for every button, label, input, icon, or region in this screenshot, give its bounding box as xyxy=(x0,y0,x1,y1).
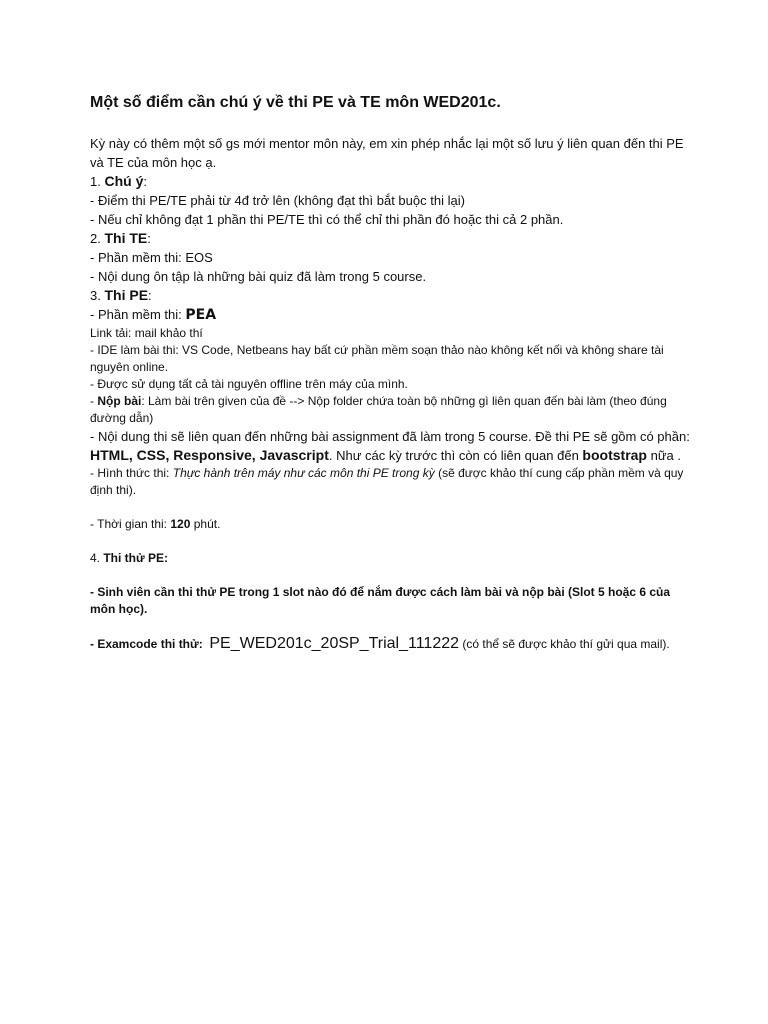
note-line: - Nếu chỉ không đạt 1 phần thi PE/TE thì có thể chỉ thi phần đó hoặc thi cả 2 phần. xyxy=(90,212,564,227)
exam-time-line xyxy=(90,516,690,533)
time-unit: phút. xyxy=(190,517,221,531)
section-number: 3. xyxy=(90,288,105,303)
spacer xyxy=(90,533,690,550)
form-rest: (sẽ được khảo thí cung cấp phần mềm và quy định thi). xyxy=(90,466,684,497)
section-title: Chú ý xyxy=(104,173,144,189)
content-line xyxy=(90,427,690,465)
examcode-value: PE_WED201c_20SP_Trial_111222 xyxy=(209,635,460,652)
time-label: - Thời gian thi: xyxy=(90,517,171,531)
submit-text: : Làm bài trên given của đề --> Nộp folder chứa toàn bộ những gì liên quan đến bài làm (theo đúng đường dẫn) xyxy=(90,394,667,425)
pe-software-line xyxy=(90,305,690,325)
offline-line: - Được sử dụng tất cả tài nguyên offline trên máy của mình. xyxy=(90,377,408,391)
exam-form-line xyxy=(90,465,690,499)
section-title: Thi PE xyxy=(104,287,149,303)
examcode-label: - Examcode thi thử: xyxy=(90,637,203,651)
note-line: - Điểm thi PE/TE phải từ 4đ trở lên (không đạt thì bắt buộc thi lại) xyxy=(90,193,465,208)
note-line: - Nội dung ôn tập là những bài quiz đã làm trong 5 course. xyxy=(90,269,427,284)
colon: : xyxy=(147,231,151,246)
submit-label: Nộp bài xyxy=(97,394,142,408)
download-link-line: Link tải: mail khảo thí xyxy=(90,326,203,340)
software-value: PEA xyxy=(185,307,217,323)
colon: : xyxy=(148,288,152,303)
section-2-heading xyxy=(90,229,690,248)
trial-line: - Sinh viên cần thi thử PE trong 1 slot nào đó để nắm được cách làm bài và nộp bài (Slot 5 hoặc 6 của môn học). xyxy=(90,585,671,616)
section-title: Thi TE xyxy=(104,230,148,246)
content-text: . Như các kỳ trước thì còn có liên quan đến xyxy=(328,448,583,463)
form-italic: Thực hành trên máy như các môn thi PE trong kỳ xyxy=(172,466,435,480)
intro-paragraph: Kỳ này có thêm một số gs mới mentor môn này, em xin phép nhắc lại một số lưu ý liên quan đến thi PE và TE của môn học ạ. xyxy=(90,136,684,170)
submit-line xyxy=(90,393,690,427)
form-label: - Hình thức thi: xyxy=(90,466,173,480)
section-4-heading xyxy=(90,550,690,567)
time-value: 120 xyxy=(170,517,191,531)
software-label: - Phần mềm thi: xyxy=(90,307,186,322)
note-line: - Phần mềm thi: EOS xyxy=(90,250,213,265)
section-1-heading xyxy=(90,172,690,191)
colon: : xyxy=(143,174,147,189)
content-text: nữa . xyxy=(646,448,681,463)
ide-line: - IDE làm bài thi: VS Code, Netbeans hay bất cứ phần mềm soạn thảo nào không kết nối và không share tài nguyên online. xyxy=(90,343,664,374)
dash: - xyxy=(90,394,98,408)
section-number: 4. xyxy=(90,551,104,565)
examcode-line xyxy=(90,635,690,653)
document-title: Một số điểm cần chú ý về thi PE và TE môn WED201c. xyxy=(90,94,501,111)
document-page xyxy=(90,94,690,653)
examcode-note: (có thể sẽ được khảo thí gửi qua mail). xyxy=(459,637,670,651)
section-3-heading xyxy=(90,286,690,305)
spacer xyxy=(90,618,690,635)
bootstrap-text: bootstrap xyxy=(582,447,647,463)
content-topics: HTML, CSS, Responsive, Javascript xyxy=(90,447,329,463)
section-number: 2. xyxy=(90,231,105,246)
spacer xyxy=(90,499,690,516)
content-text: - Nội dung thi sẽ liên quan đến những bài assignment đã làm trong 5 course. Đề thi PE sẽ gồm có phần: xyxy=(90,429,690,444)
spacer xyxy=(90,567,690,584)
section-title: Thi thử PE: xyxy=(103,551,169,565)
section-number: 1. xyxy=(90,174,105,189)
